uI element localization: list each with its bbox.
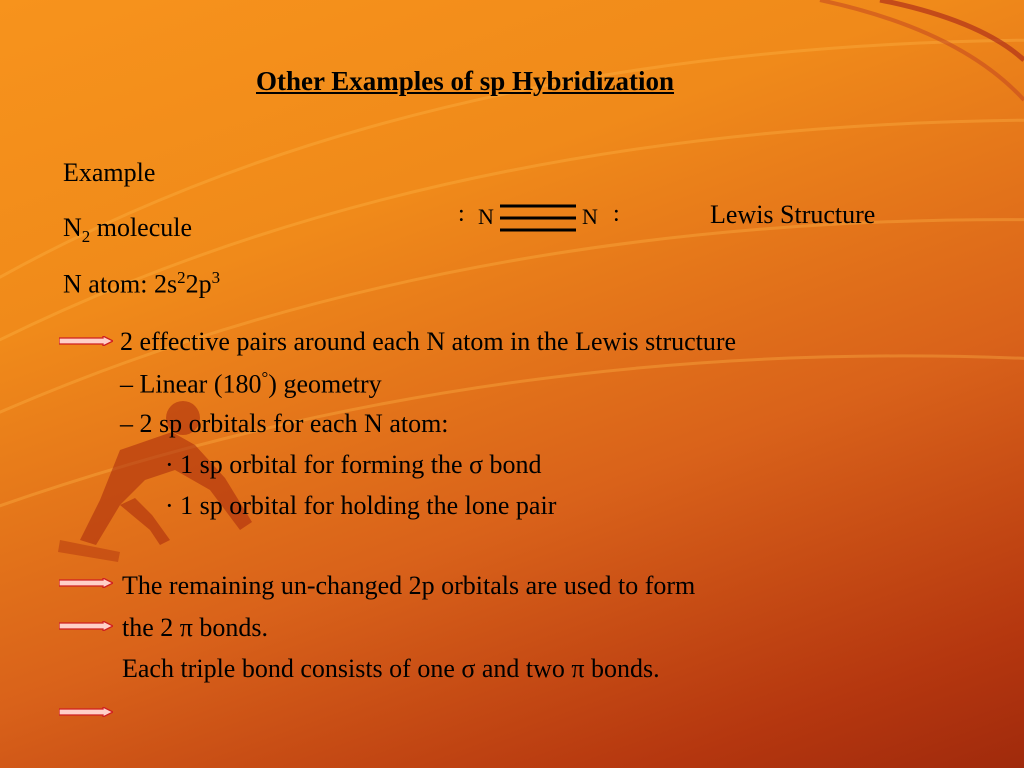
lone-pair-right: : [613, 201, 620, 227]
pi-bonds-line: the 2 π bonds. [122, 613, 269, 642]
geometry-text-start: – Linear (180 [120, 369, 262, 399]
molecule-symbol: N [63, 213, 82, 242]
arrow-icon [59, 707, 113, 717]
sigma-bond-bullet: · 1 sp orbital for forming the σ bond [165, 450, 542, 479]
nitrogen-atom-right: N [582, 204, 598, 229]
sp-orbitals-line: – 2 sp orbitals for each N atom: [120, 409, 449, 438]
arrow-icon [59, 621, 113, 631]
config-sup-1: 2 [177, 268, 186, 287]
linear-geometry-line [120, 370, 382, 398]
lewis-structure-label: Lewis Structure [710, 200, 876, 229]
arrow-icon [59, 336, 113, 346]
molecule-label [63, 215, 192, 246]
molecule-name: molecule [90, 213, 193, 242]
slide-title: Other Examples of sp Hybridization [256, 66, 675, 96]
molecule-subscript: 2 [81, 227, 91, 247]
lone-pair-bullet: · 1 sp orbital for holding the lone pair [165, 491, 557, 520]
geometry-text-end: ) geometry [268, 369, 382, 399]
effective-pairs-line: 2 effective pairs around each N atom in the Lewis structure [120, 327, 737, 356]
nitrogen-atom-left: N [478, 204, 494, 229]
electron-configuration [63, 270, 220, 298]
triple-bond [498, 202, 578, 234]
triple-bond-line: Each triple bond consists of one σ and two π bonds. [122, 654, 660, 683]
arrow-icon [59, 578, 113, 588]
config-prefix: N atom: 2s [63, 269, 178, 299]
example-label: Example [63, 158, 156, 187]
degree-symbol: ° [261, 368, 269, 387]
config-sup-2: 3 [211, 268, 221, 287]
config-mid: 2p [185, 269, 212, 299]
remaining-orbitals-line: The remaining un-changed 2p orbitals are used to form [122, 571, 696, 600]
lone-pair-left: : [458, 201, 465, 227]
